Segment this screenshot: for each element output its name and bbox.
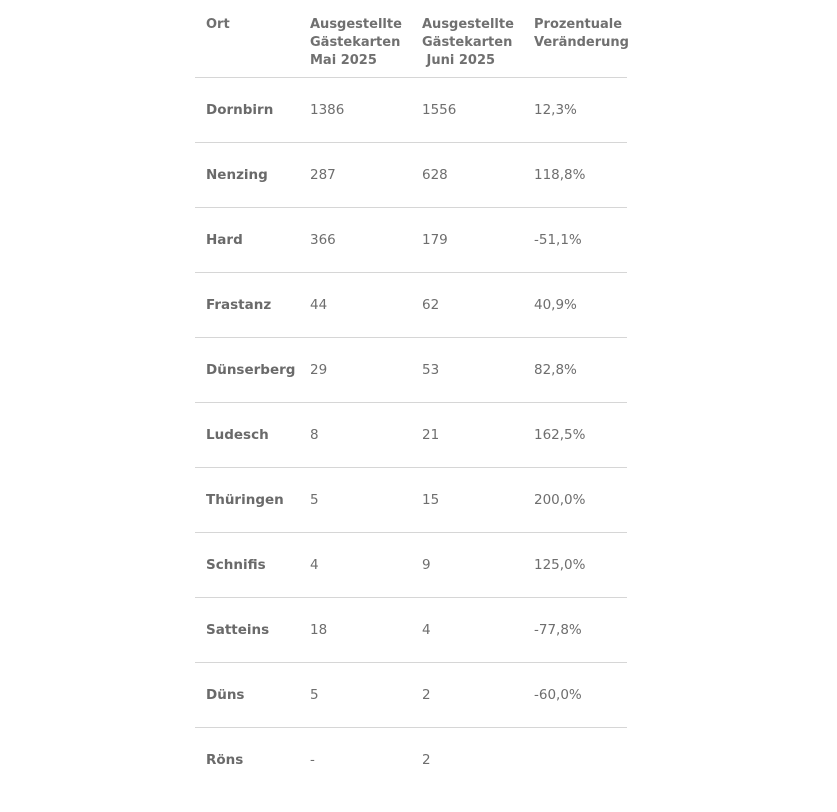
cell-mai: 1386: [299, 77, 411, 142]
column-header-juni-line-1: Ausgestellte: [422, 17, 514, 32]
cell-mai: 5: [299, 662, 411, 727]
cell-ort: Thüringen: [195, 467, 299, 532]
cell-mai: 29: [299, 337, 411, 402]
cell-mai: 8: [299, 402, 411, 467]
cell-juni: 21: [411, 402, 523, 467]
table-row: [195, 467, 627, 532]
cell-juni: 2: [422, 751, 431, 768]
cell-change: 162,5%: [523, 402, 627, 467]
table-header-row: [195, 0, 627, 77]
column-header-juni-line-3: Juni 2025: [422, 53, 496, 68]
cell-juni: 628: [411, 142, 523, 207]
cell-change: -77,8%: [523, 597, 627, 662]
cell-mai: -: [310, 751, 315, 768]
table-row: [195, 207, 627, 272]
column-header-ort: [195, 0, 299, 77]
column-header-veraenderung: [523, 0, 627, 77]
cell-mai: 4: [299, 532, 411, 597]
cell-ort: Ludesch: [195, 402, 299, 467]
cell-juni: 53: [411, 337, 523, 402]
guest-card-table-container: [195, 0, 627, 792]
cell-ort: Schnifis: [195, 532, 299, 597]
cell-change: 200,0%: [523, 467, 627, 532]
cell-ort: Dornbirn: [195, 77, 299, 142]
cell-change: 118,8%: [523, 142, 627, 207]
table-row: [195, 727, 627, 792]
column-header-veraenderung-line-2: Veränderung: [534, 35, 629, 50]
cell-ort: Dünserberg: [195, 337, 299, 402]
cell-ort: Hard: [195, 207, 299, 272]
cell-juni: 179: [411, 207, 523, 272]
cell-mai: 18: [299, 597, 411, 662]
cell-change: 82,8%: [523, 337, 627, 402]
cell-juni: 2: [411, 662, 523, 727]
column-header-mai-line-3: Mai 2025: [310, 53, 377, 68]
cell-ort: Düns: [195, 662, 299, 727]
cell-mai: 287: [299, 142, 411, 207]
table-row: [195, 272, 627, 337]
column-header-mai: [299, 0, 411, 77]
cell-change: -51,1%: [523, 207, 627, 272]
table-row: [195, 597, 627, 662]
cell-ort: Frastanz: [195, 272, 299, 337]
cell-juni: 15: [411, 467, 523, 532]
column-header-juni: [411, 0, 523, 77]
table-row: [195, 142, 627, 207]
table-row: [195, 402, 627, 467]
cell-ort: Satteins: [195, 597, 299, 662]
cell-juni: 4: [411, 597, 523, 662]
cell-change: [523, 727, 627, 792]
cell-change: 40,9%: [523, 272, 627, 337]
table-row: [195, 337, 627, 402]
column-header-mai-line-1: Ausgestellte: [310, 17, 402, 32]
column-header-veraenderung-line-1: Prozentuale: [534, 17, 623, 32]
cell-ort: Nenzing: [195, 142, 299, 207]
cell-mai: 44: [299, 272, 411, 337]
cell-juni: 9: [411, 532, 523, 597]
cell-juni: 1556: [411, 77, 523, 142]
cell-change: 12,3%: [523, 77, 627, 142]
cell-ort: Röns: [206, 751, 244, 768]
column-header-juni-line-2: Gästekarten: [422, 35, 513, 50]
column-header-mai-line-2: Gästekarten: [310, 35, 401, 50]
table-row: [195, 662, 627, 727]
column-header-ort-label: Ort: [206, 17, 230, 32]
cell-juni: 62: [411, 272, 523, 337]
table-row: [195, 77, 627, 142]
cell-mai: 366: [299, 207, 411, 272]
cell-change: -60,0%: [523, 662, 627, 727]
table-row: [195, 532, 627, 597]
cell-change: 125,0%: [523, 532, 627, 597]
guest-card-table: [195, 0, 627, 792]
table-header: [195, 0, 627, 77]
cell-mai: 5: [299, 467, 411, 532]
table-body: [195, 77, 627, 792]
